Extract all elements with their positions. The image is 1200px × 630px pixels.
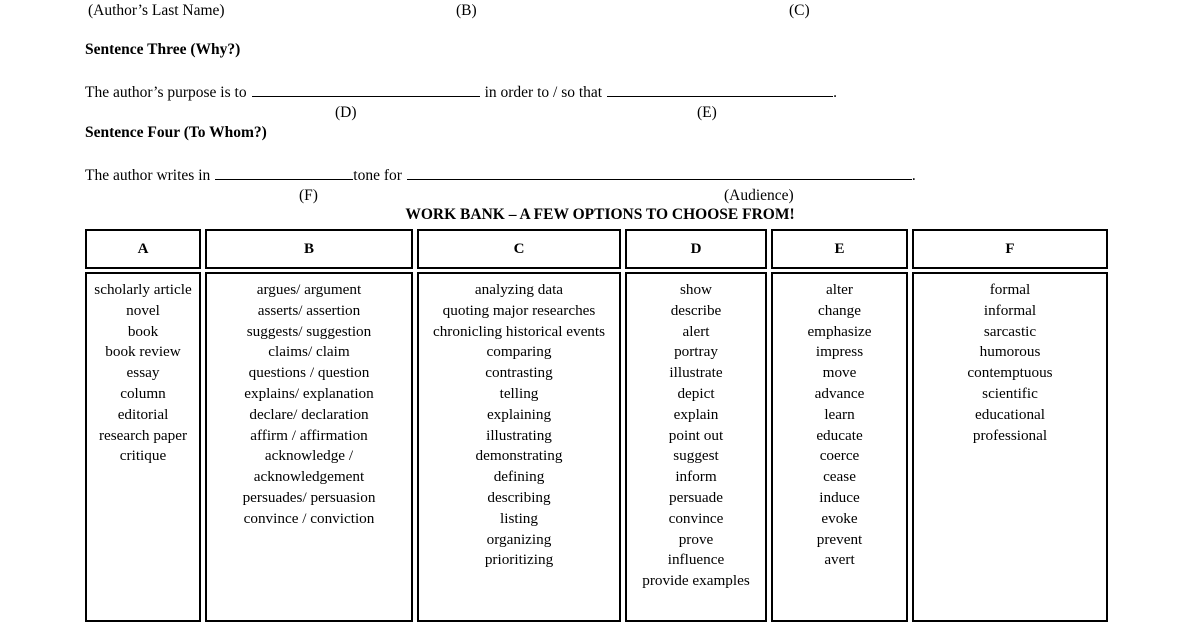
workbank-item: professional bbox=[972, 426, 1048, 444]
workbank-item: persuade bbox=[669, 488, 723, 506]
workbank-item: claims/ claim bbox=[268, 343, 350, 361]
blank-f bbox=[215, 166, 353, 180]
workbank-item: move bbox=[822, 364, 857, 382]
workbank-item: affirm / affirmation bbox=[250, 426, 368, 444]
workbank-item: persuades/ persuasion bbox=[242, 488, 376, 506]
workbank-item: alert bbox=[682, 322, 710, 340]
workbank-item: depict bbox=[677, 384, 715, 402]
workbank-column-header: B bbox=[205, 229, 413, 269]
workbank-column-body bbox=[417, 272, 621, 622]
blank-d bbox=[252, 83, 480, 97]
workbank-item: asserts/ assertion bbox=[257, 301, 361, 319]
label-e: (E) bbox=[697, 104, 717, 121]
workbank-item: prioritizing bbox=[484, 551, 554, 569]
label-audience: (Audience) bbox=[724, 187, 794, 204]
workbank-item: suggest bbox=[673, 447, 719, 465]
workbank-column-body bbox=[771, 272, 908, 622]
workbank-item: explaining bbox=[486, 405, 552, 423]
workbank-item: listing bbox=[500, 509, 538, 527]
workbank-item: learn bbox=[824, 405, 855, 423]
label-c: (C) bbox=[789, 2, 810, 19]
workbank-item: quoting major researches bbox=[442, 301, 596, 319]
workbank-item: convince bbox=[668, 509, 724, 527]
tone-for-text: tone for bbox=[353, 167, 402, 184]
label-f: (F) bbox=[299, 187, 318, 204]
workbank-item: organizing bbox=[486, 530, 552, 548]
workbank-item: contemptuous bbox=[967, 364, 1053, 382]
workbank-item: declare/ declaration bbox=[249, 405, 369, 423]
workbank-item: argues/ argument bbox=[256, 281, 362, 298]
sentence-three-period: . bbox=[833, 84, 837, 101]
workbank-column-header: E bbox=[771, 229, 908, 269]
blank-audience bbox=[407, 166, 912, 180]
workbank-item: emphasize bbox=[807, 322, 872, 340]
workbank-column-e bbox=[771, 229, 908, 622]
sentence-four-heading: Sentence Four (To Whom?) bbox=[85, 124, 267, 141]
workbank-item: book bbox=[127, 322, 159, 340]
workbank-item: explain bbox=[673, 405, 719, 423]
workbank-item: comparing bbox=[486, 343, 552, 361]
workbank-item: contrasting bbox=[485, 364, 553, 382]
workbank-item: acknowledgement bbox=[253, 468, 365, 486]
workbank-column-header: C bbox=[417, 229, 621, 269]
workbank-item: inform bbox=[675, 468, 717, 486]
workbank-title: WORK BANK – A FEW OPTIONS TO CHOOSE FROM! bbox=[405, 206, 795, 223]
workbank-item: illustrating bbox=[486, 426, 552, 444]
workbank-column-body bbox=[205, 272, 413, 622]
workbank-column-body bbox=[625, 272, 767, 622]
workbank-item: defining bbox=[493, 468, 545, 486]
workbank-item: advance bbox=[814, 384, 865, 402]
workbank-item: avert bbox=[824, 551, 855, 569]
workbank-column-a bbox=[85, 229, 201, 622]
workbank-item: essay bbox=[126, 364, 160, 382]
workbank-item: chronicling historical events bbox=[432, 322, 606, 340]
purpose-pre-text: The author’s purpose is to bbox=[85, 84, 247, 101]
workbank-item: describing bbox=[487, 488, 551, 506]
sentence-four-text bbox=[85, 166, 916, 185]
workbank-item: column bbox=[120, 384, 166, 402]
workbank-item: coerce bbox=[819, 447, 860, 465]
workbank-column-d bbox=[625, 229, 767, 622]
workbank-item: sarcastic bbox=[983, 322, 1037, 340]
workbank-item: educate bbox=[816, 426, 863, 444]
workbank-item: telling bbox=[499, 384, 539, 402]
workbank-item: formal bbox=[989, 281, 1031, 298]
workbank-item: educational bbox=[975, 405, 1045, 423]
author-last-name-label: (Author’s Last Name) bbox=[88, 2, 225, 19]
workbank-item: point out bbox=[668, 426, 724, 444]
workbank-item: critique bbox=[119, 447, 167, 465]
workbank-item: humorous bbox=[979, 343, 1041, 361]
label-d: (D) bbox=[335, 104, 357, 121]
workbank-column-b bbox=[205, 229, 413, 622]
workbank-column-f bbox=[912, 229, 1108, 622]
workbank-column-header: F bbox=[912, 229, 1108, 269]
blank-e bbox=[607, 83, 833, 97]
workbank-column-body bbox=[85, 272, 201, 622]
sentence-three-heading: Sentence Three (Why?) bbox=[85, 41, 241, 58]
sentence-three-text bbox=[85, 83, 837, 102]
purpose-mid-text: in order to / so that bbox=[484, 84, 603, 101]
workbank-item: explains/ explanation bbox=[244, 384, 374, 402]
workbank-item: research paper bbox=[98, 426, 188, 444]
label-b: (B) bbox=[456, 2, 477, 19]
writes-pre-text: The author writes in bbox=[85, 167, 211, 184]
workbank-item: cease bbox=[823, 468, 856, 486]
workbank-item: suggests/ suggestion bbox=[246, 322, 372, 340]
workbank-item: scholarly article bbox=[94, 281, 192, 298]
workbank-item: alter bbox=[826, 281, 853, 298]
workbank-column-body bbox=[912, 272, 1108, 622]
workbank-item: editorial bbox=[117, 405, 169, 423]
workbank-item: show bbox=[679, 281, 713, 298]
workbank-item: questions / question bbox=[248, 364, 370, 382]
workbank-item: prevent bbox=[816, 530, 863, 548]
workbank-item: analyzing data bbox=[474, 281, 564, 298]
workbank-item: acknowledge / bbox=[264, 447, 354, 465]
workbank-item: illustrate bbox=[669, 364, 723, 382]
workbank-item: informal bbox=[983, 301, 1037, 319]
workbank-item: provide examples bbox=[642, 572, 750, 590]
workbank-item: convince / conviction bbox=[243, 509, 375, 527]
workbank-item: evoke bbox=[821, 509, 858, 527]
workbank-column-header: D bbox=[625, 229, 767, 269]
workbank-item: prove bbox=[678, 530, 714, 548]
workbank-item: impress bbox=[815, 343, 864, 361]
workbank-item: novel bbox=[126, 301, 160, 319]
workbank-item: induce bbox=[819, 488, 860, 506]
workbank-item: portray bbox=[674, 343, 718, 361]
sentence-four-period: . bbox=[911, 167, 916, 184]
workbank-column-header: A bbox=[85, 229, 201, 269]
workbank-item: scientific bbox=[982, 384, 1038, 402]
workbank-item: change bbox=[817, 301, 861, 319]
workbank-table bbox=[85, 229, 1108, 622]
workbank-item: influence bbox=[667, 551, 725, 569]
workbank-item: describe bbox=[670, 301, 722, 319]
workbank-item: book review bbox=[105, 343, 181, 361]
workbank-column-c bbox=[417, 229, 621, 622]
workbank-item: demonstrating bbox=[475, 447, 563, 465]
